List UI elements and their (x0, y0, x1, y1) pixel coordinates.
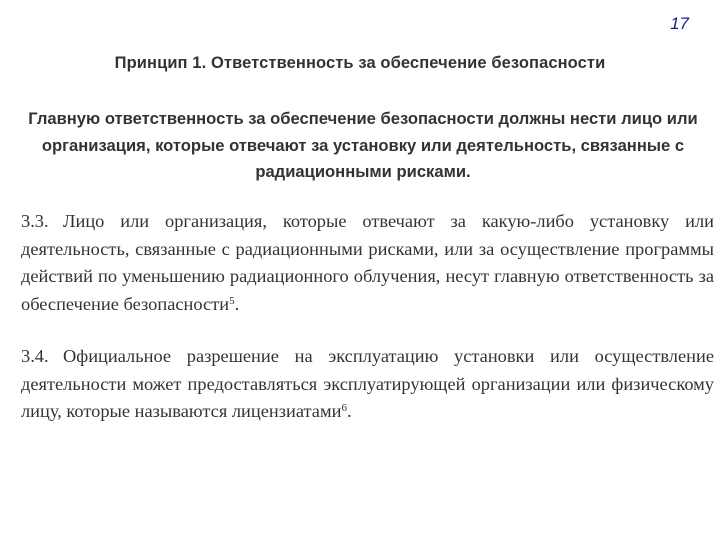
paragraph-end: . (346, 401, 352, 422)
paragraph-3-4 (21, 343, 714, 426)
paragraph-end: . (234, 294, 240, 315)
page-number: 17 (670, 14, 689, 33)
paragraph-text: Официальное разрешение на эксплуатацию установки или осуществление деятельности может предоставляться эксплуатирующей организации или физическому лицу, которые называются лицензиатами (21, 346, 714, 422)
principle-heading: Принцип 1. Ответственность за обеспечение безопасности (114, 54, 606, 72)
principle-statement: Главную ответственность за обеспечение безопасности должны нести лицо или организация, которые отвечают за установку или деятельность, связанные с радиационными рисками. (28, 109, 698, 181)
footnote-ref: 6 (341, 402, 347, 415)
footnote-ref: 5 (229, 295, 235, 308)
paragraph-text: Лицо или организация, которые отвечают за какую-либо установку или деятельность, связанные с радиационными рисками, или за осуществление программы действий по уменьшению радиационного облучения, несут главную ответственность за обеспечение безопасности (21, 211, 714, 315)
paragraph-number: 3.4. (21, 346, 49, 366)
paragraph-number: 3.3. (21, 211, 49, 231)
paragraph-3-3 (21, 208, 714, 319)
